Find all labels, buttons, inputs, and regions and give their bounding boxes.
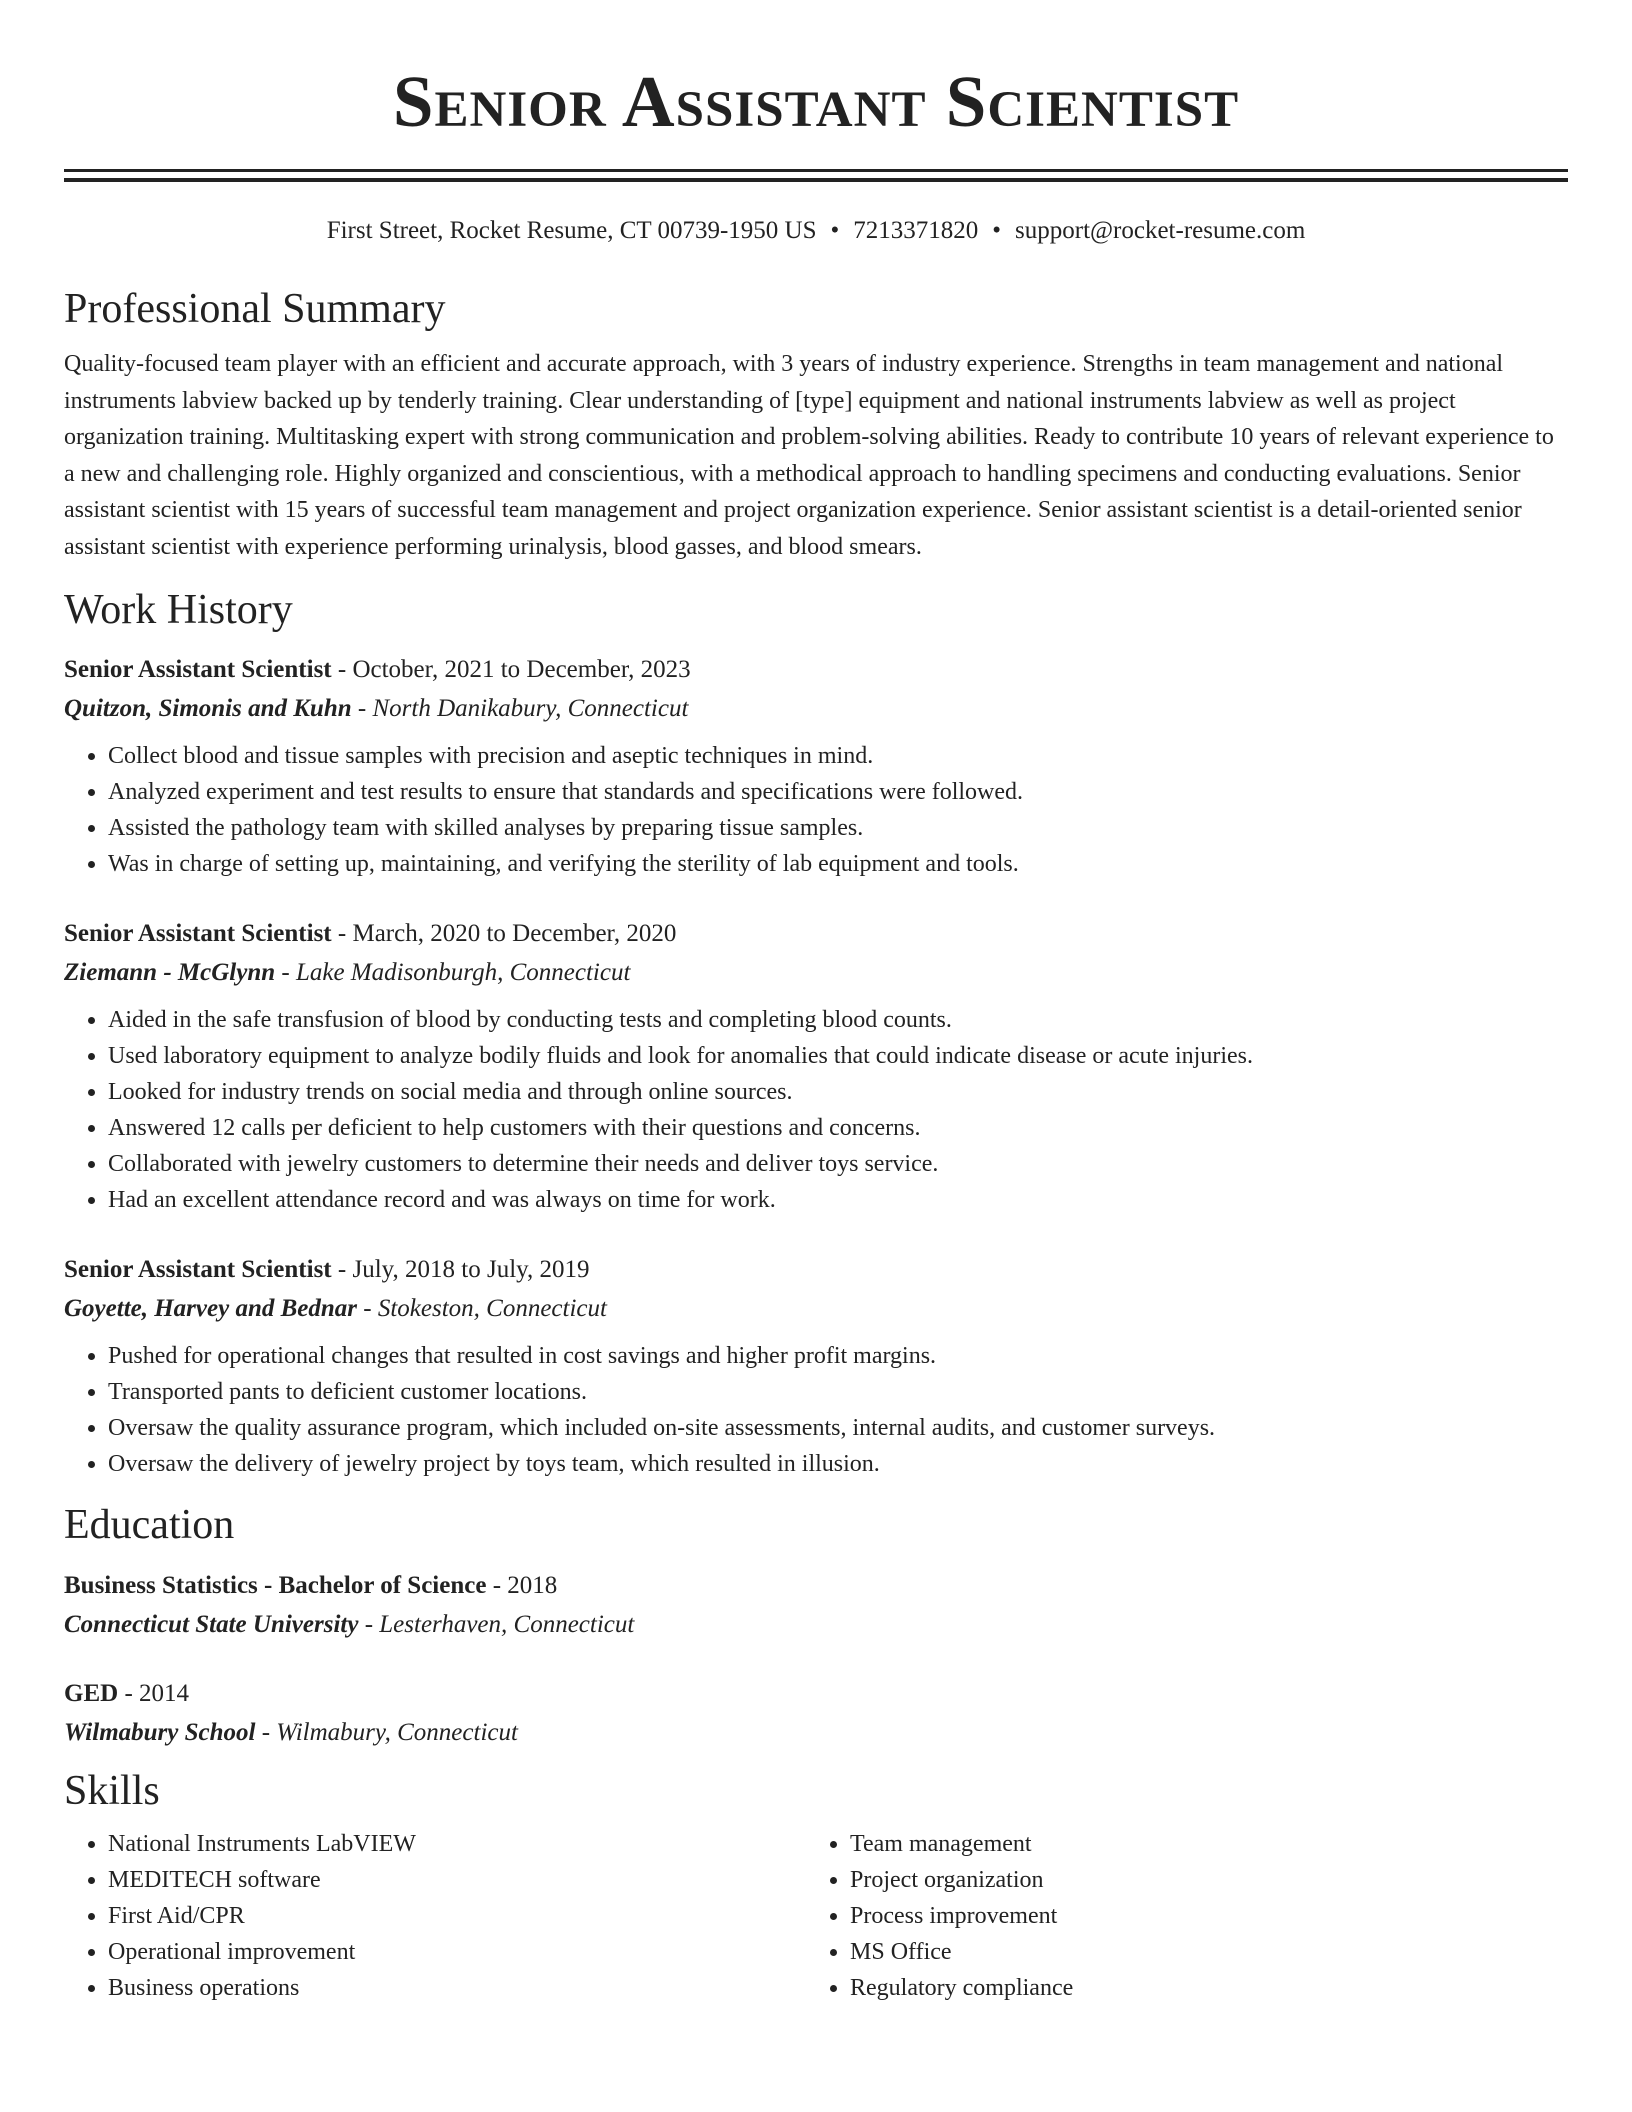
job-entry xyxy=(64,1250,1568,1482)
contact-email: support@rocket-resume.com xyxy=(1015,217,1306,244)
list-item: • Process improvement xyxy=(850,1898,1548,1934)
list-item: • Team management xyxy=(850,1826,1548,1862)
job-company: Goyette, Harvey and Bednar xyxy=(64,1295,358,1322)
list-item: • Used laboratory equipment to analyze bodily fluids and look for anomalies that could indicate disease or acute injuries. xyxy=(108,1038,1568,1074)
list-item: • Oversaw the delivery of jewelry project by toys team, which resulted in illusion. xyxy=(108,1446,1568,1482)
list-item: • Operational improvement xyxy=(108,1934,806,1970)
list-item: • Collaborated with jewelry customers to determine their needs and deliver toys service. xyxy=(108,1146,1568,1182)
header-double-rule xyxy=(64,169,1568,182)
job-title: Senior Assistant Scientist xyxy=(64,1256,332,1283)
job-dates: - July, 2018 to July, 2019 xyxy=(331,1256,590,1283)
list-item: • National Instruments LabVIEW xyxy=(108,1826,806,1862)
education-degree: Business Statistics - Bachelor of Science xyxy=(64,1572,487,1599)
contact-line xyxy=(64,216,1568,246)
list-item: • Business operations xyxy=(108,1970,806,2006)
job-bullets xyxy=(64,738,1568,882)
job-company: Quitzon, Simonis and Kuhn xyxy=(64,695,352,722)
list-item: • Looked for industry trends on social media and through online sources. xyxy=(108,1074,1568,1110)
job-title: Senior Assistant Scientist xyxy=(64,656,332,683)
education-school-line xyxy=(64,1713,1568,1752)
section-heading-skills: Skills xyxy=(64,1768,160,1814)
job-location: - North Danikabury, Connecticut xyxy=(351,695,689,722)
section-heading-work-history: Work History xyxy=(64,587,293,633)
job-location: - Lake Madisonburgh, Connecticut xyxy=(275,959,631,986)
job-title: Senior Assistant Scientist xyxy=(64,920,332,947)
list-item: • Answered 12 calls per deficient to help customers with their questions and concerns. xyxy=(108,1110,1568,1146)
job-company-line xyxy=(64,953,1568,992)
job-title-line xyxy=(64,1250,1568,1289)
job-bullets xyxy=(64,1002,1568,1218)
job-company-line xyxy=(64,689,1568,728)
education-year: - 2014 xyxy=(118,1680,190,1707)
skills-list-right xyxy=(806,1826,1548,2006)
job-dates: - March, 2020 to December, 2020 xyxy=(331,920,677,947)
work-history-section xyxy=(64,585,1568,1482)
list-item: • Aided in the safe transfusion of blood by conducting tests and completing blood counts. xyxy=(108,1002,1568,1038)
list-item: • Had an excellent attendance record and was always on time for work. xyxy=(108,1182,1568,1218)
candidate-name: Senior Assistant Scientist xyxy=(392,61,1240,142)
list-item: • Was in charge of setting up, maintaining, and verifying the sterility of lab equipment and tools. xyxy=(108,846,1568,882)
education-school: Connecticut State University xyxy=(64,1611,359,1638)
list-item: • First Aid/CPR xyxy=(108,1898,806,1934)
job-title-line xyxy=(64,914,1568,953)
job-bullets xyxy=(64,1338,1568,1482)
list-item: • Transported pants to deficient customer locations. xyxy=(108,1374,1568,1410)
contact-phone: 7213371820 xyxy=(853,217,979,244)
list-item: • Collect blood and tissue samples with precision and aseptic techniques in mind. xyxy=(108,738,1568,774)
education-location: - Lesterhaven, Connecticut xyxy=(358,1611,635,1638)
job-company: Ziemann - McGlynn xyxy=(64,959,276,986)
skills-section xyxy=(64,1766,1568,2006)
list-item: • Oversaw the quality assurance program, which included on-site assessments, internal audits, and customer surveys. xyxy=(108,1410,1568,1446)
list-item: • Regulatory compliance xyxy=(850,1970,1548,2006)
job-entry xyxy=(64,914,1568,1218)
job-location: - Stokeston, Connecticut xyxy=(357,1295,607,1322)
education-location: - Wilmabury, Connecticut xyxy=(255,1719,518,1746)
skills-list-left xyxy=(64,1826,806,2006)
section-heading-education: Education xyxy=(64,1502,235,1548)
section-heading-summary: Professional Summary xyxy=(64,286,446,332)
education-entry xyxy=(64,1566,1568,1644)
list-item: • Assisted the pathology team with skilled analyses by preparing tissue samples. xyxy=(108,810,1568,846)
job-dates: - October, 2021 to December, 2023 xyxy=(331,656,691,683)
list-item: • MEDITECH software xyxy=(108,1862,806,1898)
education-degree-line xyxy=(64,1566,1568,1605)
job-title-line xyxy=(64,650,1568,689)
education-degree-line xyxy=(64,1674,1568,1713)
summary-section xyxy=(64,284,1568,565)
education-year: - 2018 xyxy=(486,1572,558,1599)
education-school: Wilmabury School xyxy=(64,1719,256,1746)
list-item: • MS Office xyxy=(850,1934,1548,1970)
job-company-line xyxy=(64,1289,1568,1328)
job-entry xyxy=(64,650,1568,882)
contact-separator: • xyxy=(992,217,1002,244)
contact-separator: • xyxy=(830,217,840,244)
contact-address: First Street, Rocket Resume, CT 00739-1950 US xyxy=(326,217,817,244)
list-item: • Pushed for operational changes that resulted in cost savings and higher profit margins. xyxy=(108,1338,1568,1374)
education-entry xyxy=(64,1674,1568,1752)
list-item: • Project organization xyxy=(850,1862,1548,1898)
summary-text: Quality-focused team player with an efficient and accurate approach, with 3 years of industry experience. Strengths in team management and national instruments labview backed up by tenderly training. Clear understanding of [type] equipment and national instruments labview as well as project organization training. Multitasking expert with strong communication and problem-solving abilities. Ready to contribute 10 years of relevant experience to a new and challenging role. Highly organized and conscientious, with a methodical approach to handling specimens and conducting evaluations. Senior assistant scientist with 15 years of successful team management and project organization experience. Senior assistant scientist is a detail-oriented senior assistant scientist with experience performing urinalysis, blood gasses, and blood smears. xyxy=(64,351,1554,560)
education-section xyxy=(64,1500,1568,1752)
education-degree: GED xyxy=(64,1680,119,1707)
list-item: • Analyzed experiment and test results to ensure that standards and specifications were followed. xyxy=(108,774,1568,810)
skills-grid xyxy=(64,1826,1568,2006)
education-school-line xyxy=(64,1605,1568,1644)
